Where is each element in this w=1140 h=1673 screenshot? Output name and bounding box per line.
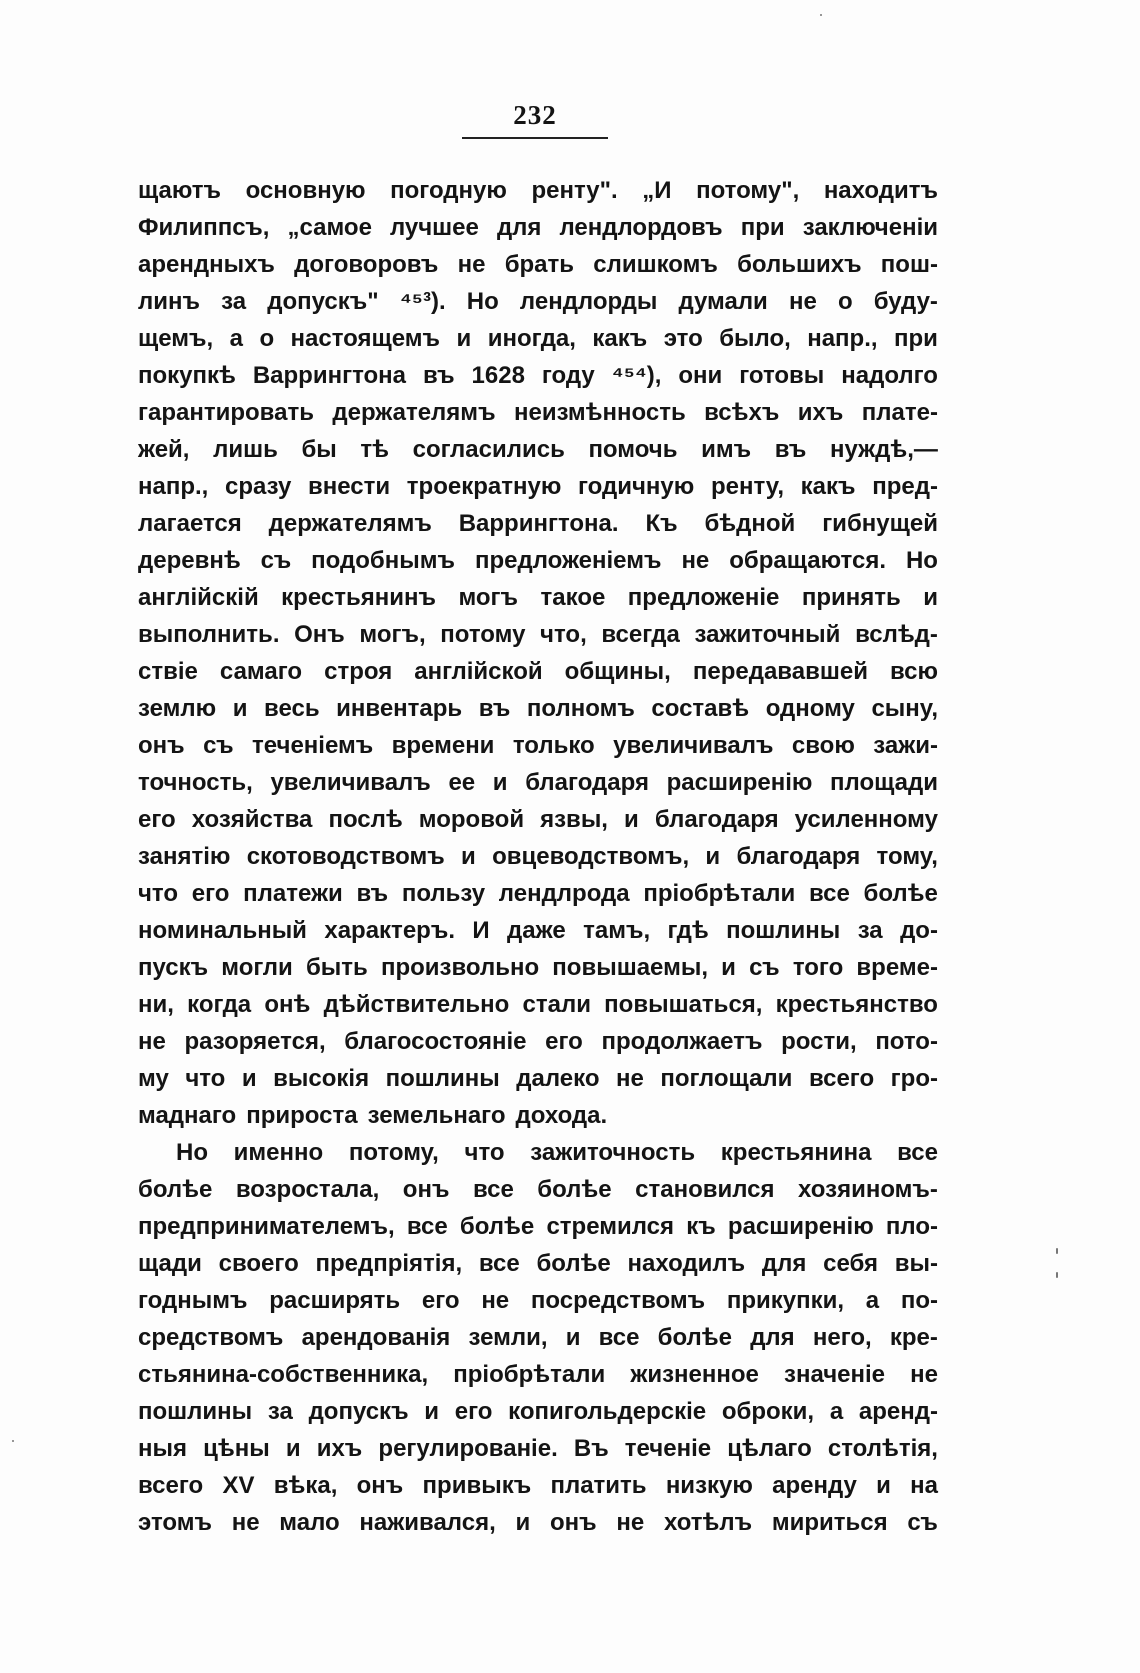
scan-speck — [1056, 1272, 1058, 1278]
text-line: не разоряется, благосостоянiе его продолжаетъ рости, пото- — [138, 1028, 938, 1055]
text-line: напр., сразу внести троекратную годичную ренту, какъ пред- — [138, 473, 938, 500]
text-line: покупкѣ Варрингтона въ 1628 году ⁴⁵⁴), они готовы надолго — [138, 362, 938, 389]
text-line: арендныхъ договоровъ не брать слишкомъ большихъ пош- — [138, 251, 938, 278]
text-line: стьянина-собственника, прiобрѣтали жизненное значенiе не — [138, 1361, 938, 1388]
scan-speck — [12, 1440, 14, 1442]
page-number: 232 — [513, 100, 557, 130]
text-line: предпринимателемъ, все болѣе стремился къ расширенiю пло- — [138, 1213, 938, 1240]
text-line: занятiю скотоводствомъ и овцеводствомъ, и благодаря тому, — [138, 843, 938, 870]
text-line: Филиппсъ, „самое лучшее для лендлордовъ при заключенiи — [138, 214, 938, 241]
text-line: пошлины за допускъ и его копигольдерскiе оброки, а аренд- — [138, 1398, 938, 1425]
text-line: щади своего предпрiятiя, все болѣе находилъ для себя вы- — [138, 1250, 938, 1277]
text-line: лагается держателямъ Варрингтона. Къ бѣдной гибнущей — [138, 510, 938, 537]
text-line: англiйскiй крестьянинъ могъ такое предложенiе принять и — [138, 584, 938, 611]
text-line: средствомъ арендованiя земли, и все болѣе для него, кре- — [138, 1324, 938, 1351]
text-line: маднаго прироста земельнаго дохода. — [138, 1102, 608, 1129]
body-text — [138, 172, 938, 1541]
scan-speck — [820, 14, 822, 16]
text-line: му что и высокiя пошлины далеко не поглощали всего гро- — [138, 1065, 938, 1092]
text-line: пускъ могли быть произвольно повышаемы, и съ того време- — [138, 954, 938, 981]
text-line: деревнѣ съ подобнымъ предложенiемъ не обращаются. Но — [138, 547, 938, 574]
text-line: ствiе самаго строя англiйской общины, передававшей всю — [138, 658, 938, 685]
text-line: выполнить. Онъ могъ, потому что, всегда зажиточный вслѣд- — [138, 621, 938, 648]
text-line: щемъ, а о настоящемъ и иногда, какъ это было, напр., при — [138, 325, 938, 352]
text-line: гарантировать держателямъ неизмѣнность всѣхъ ихъ плате- — [138, 399, 938, 426]
text-line: ныя цѣны и ихъ регулированiе. Въ теченiе цѣлаго столѣтiя, — [138, 1435, 938, 1462]
scan-speck — [1056, 1248, 1058, 1254]
text-line: онъ съ теченiемъ времени только увеличивалъ свою зажи- — [138, 732, 938, 759]
text-line: всего XV вѣка, онъ привыкъ платить низкую аренду и на — [138, 1472, 938, 1499]
text-line: этомъ не мало наживался, и онъ не хотѣлъ мириться съ — [138, 1509, 938, 1536]
page-number-rule — [462, 137, 608, 139]
text-line: щаютъ основную погодную ренту". „И потому", находитъ — [138, 177, 938, 204]
text-line: землю и весь инвентарь въ полномъ составѣ одному сыну, — [138, 695, 938, 722]
text-line: линъ за допускъ" ⁴⁵³). Но лендлорды думали не о буду- — [138, 288, 938, 315]
text-line: что его платежи въ пользу лендлрода прiобрѣтали все болѣе — [138, 880, 938, 907]
text-line: Но именно потому, что зажиточность крестьянина все — [176, 1139, 938, 1166]
text-line: точность, увеличивалъ ее и благодаря расширенiю площади — [138, 769, 938, 796]
text-line: болѣе возростала, онъ все болѣе становился хозяиномъ- — [138, 1176, 938, 1203]
text-line: годнымъ расширять его не посредствомъ прикупки, а по- — [138, 1287, 938, 1314]
text-line: его хозяйства послѣ моровой язвы, и благодаря усиленному — [138, 806, 938, 833]
text-line: номинальный характеръ. И даже тамъ, гдѣ пошлины за до- — [138, 917, 938, 944]
text-line: жей, лишь бы тѣ согласились помочь имъ въ нуждѣ,— — [138, 436, 938, 463]
text-line: ни, когда онѣ дѣйствительно стали повышаться, крестьянство — [138, 991, 938, 1018]
